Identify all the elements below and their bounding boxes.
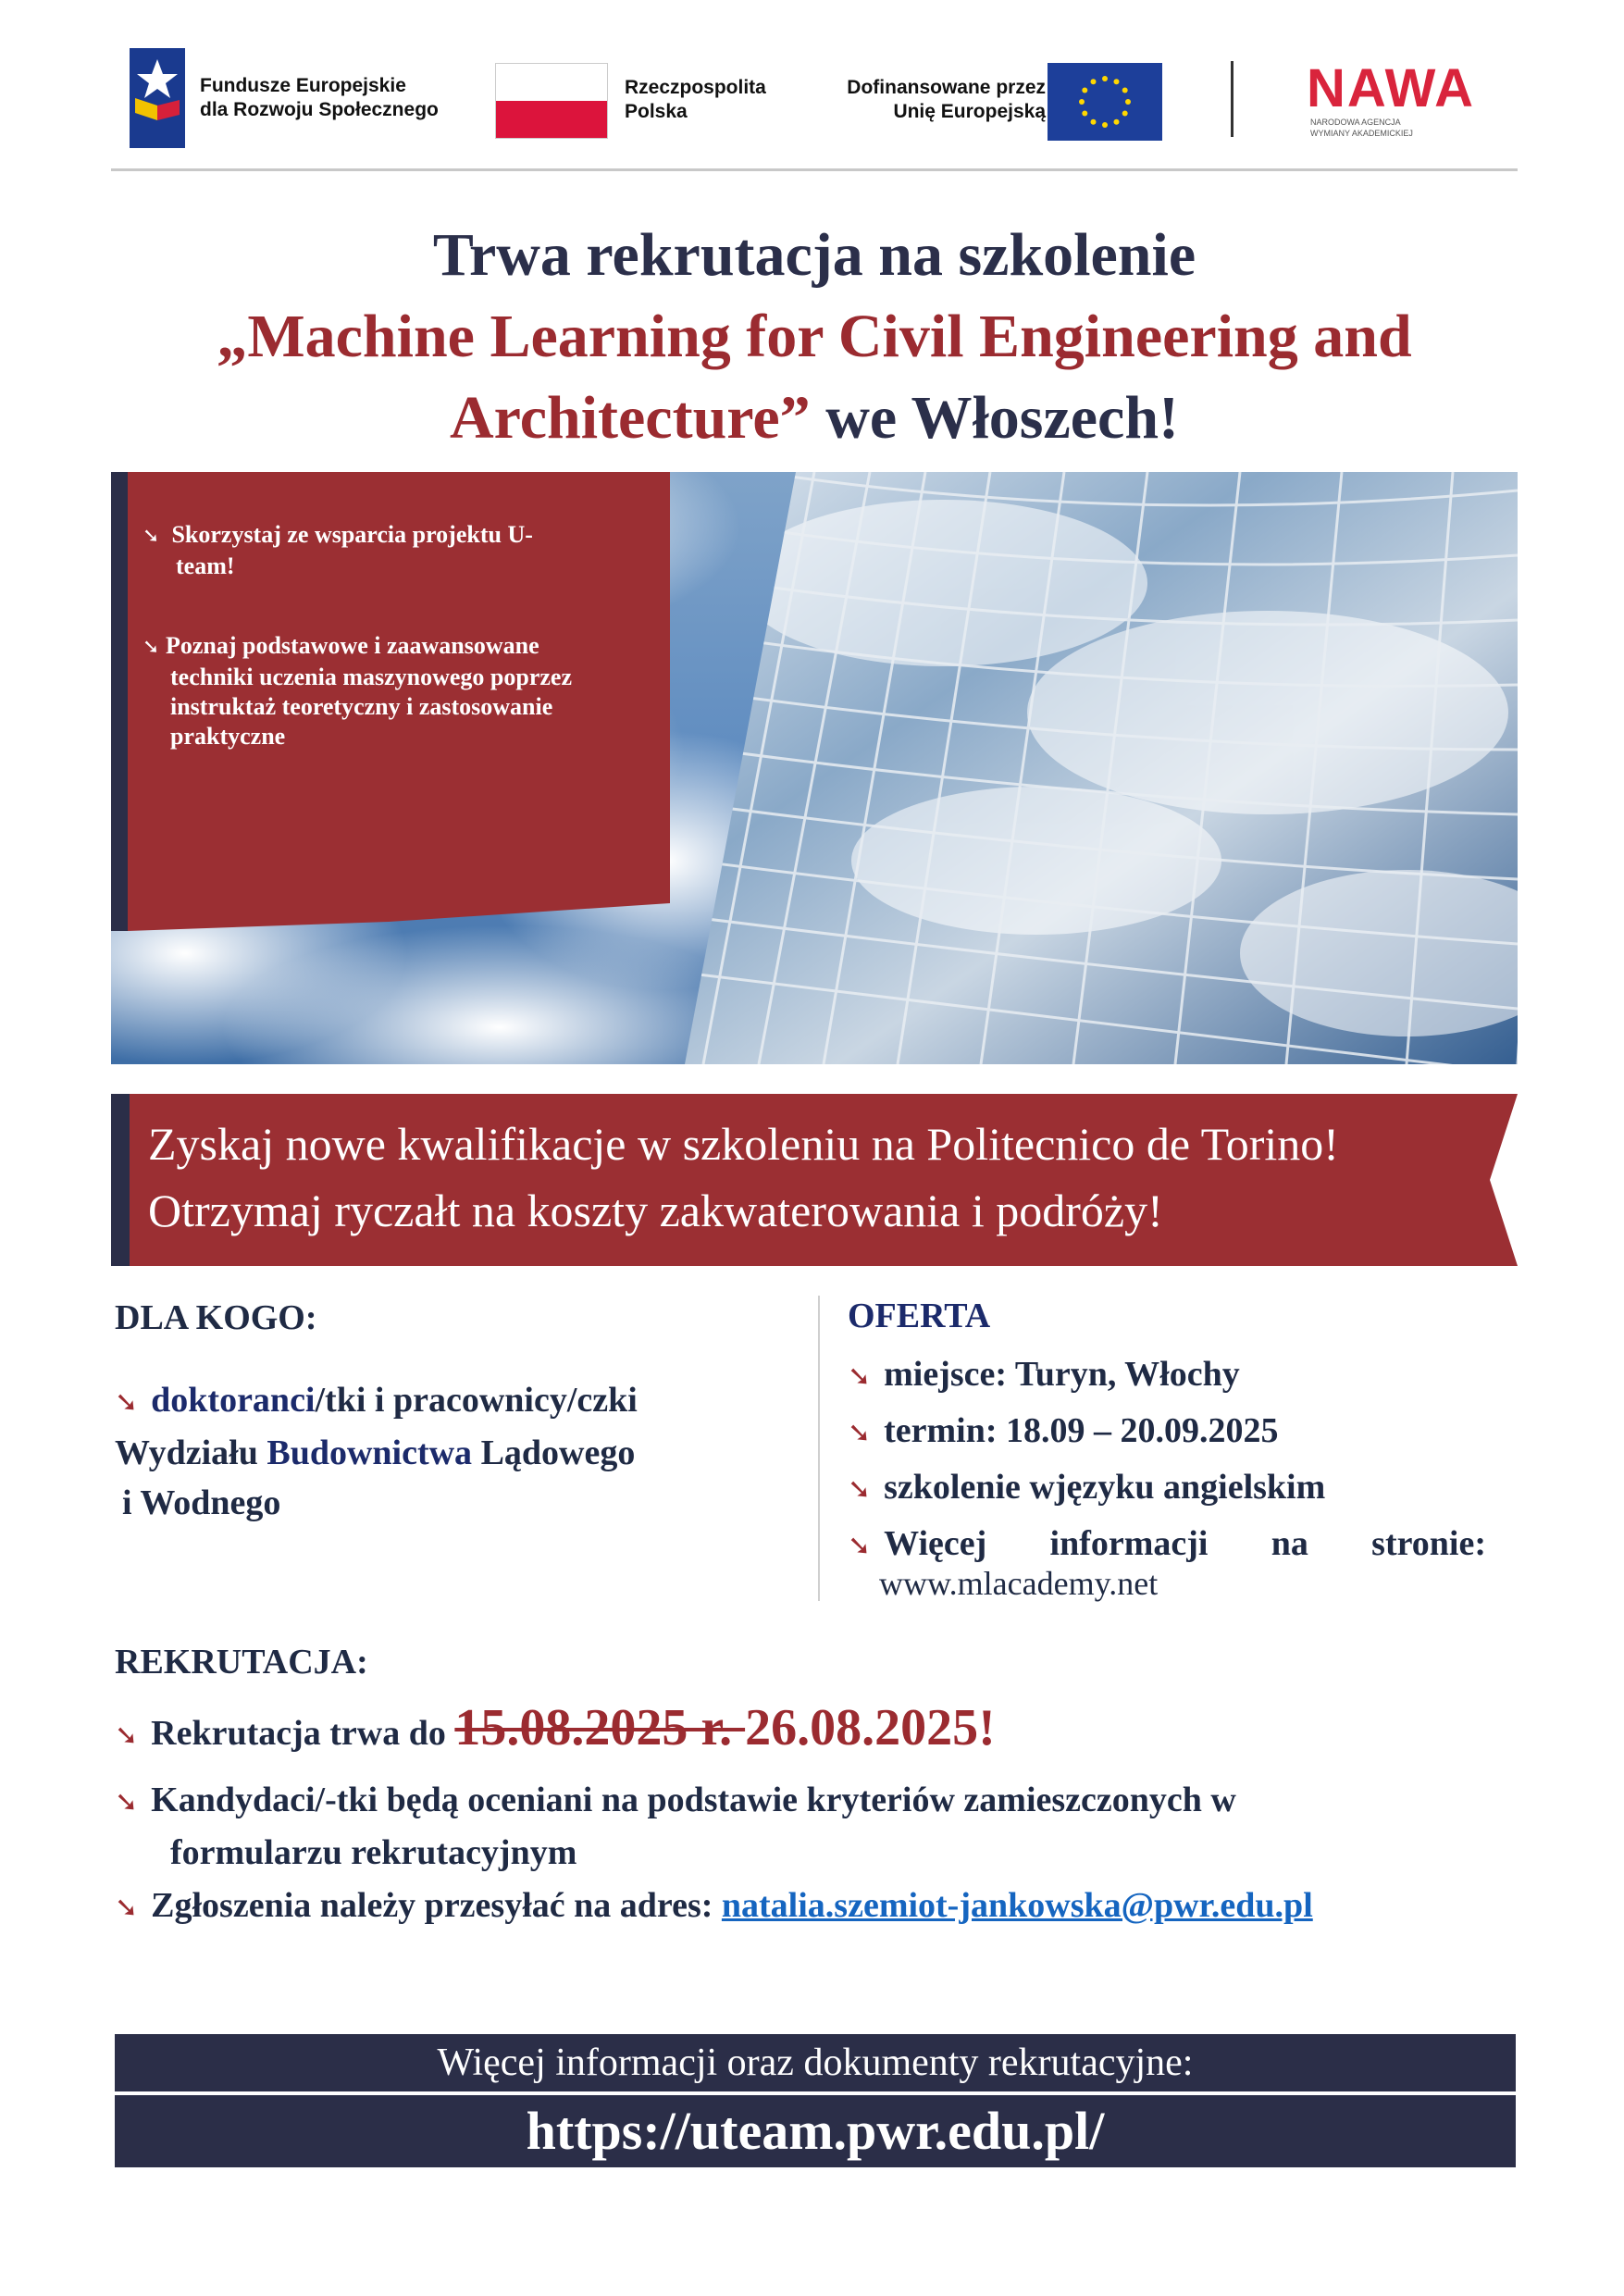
title-line-3-red: Architecture” xyxy=(449,384,811,452)
banner-bullet-1 xyxy=(143,520,624,581)
oferta-item-4-b: informacji xyxy=(1049,1524,1209,1563)
rekrutacja-item-1 xyxy=(115,1699,996,1761)
eu-text-2: Unię Europejską xyxy=(893,101,1046,122)
dla-kogo-heading: DLA KOGO: xyxy=(115,1298,317,1337)
arrow-icon: ➘ xyxy=(115,1786,139,1818)
eu-text-1: Dofinansowane przez xyxy=(847,77,1046,98)
footer-bar-top xyxy=(115,2034,1516,2091)
dla-kogo-l3: i Wodnego xyxy=(122,1483,281,1522)
arrow-icon: ➘ xyxy=(115,1386,139,1419)
arrow-icon: ➘ xyxy=(115,1719,139,1752)
email-link[interactable]: natalia.szemiot-jankowska@pwr.edu.pl xyxy=(721,1886,1313,1925)
new-deadline: 26.08.2025! xyxy=(745,1699,996,1756)
banner-bullet-2-a: Poznaj podstawowe i zaawansowane xyxy=(165,632,539,659)
banner-bullet-1-a: Skorzystaj ze wsparcia projektu U- xyxy=(171,521,533,548)
fe-logo-text-2: dla Rozwoju Społecznego xyxy=(200,99,439,120)
oferta-item-4-d: stronie: xyxy=(1371,1524,1486,1563)
oferta-list xyxy=(848,1349,1495,1571)
dla-kogo-item xyxy=(115,1375,781,1528)
rp-text-2: Polska xyxy=(625,101,688,122)
footer-line-1: Więcej informacji oraz dokumenty rekrutacyjne: xyxy=(437,2042,1194,2084)
banner-bullet-2 xyxy=(143,631,642,751)
rekrutacja-item-2-b: formularzu rekrutacyjnym xyxy=(170,1833,577,1872)
rekrutacja-item-2 xyxy=(115,1775,1503,1878)
column-divider xyxy=(818,1296,820,1601)
footer-bar-bottom xyxy=(115,2095,1516,2167)
oferta-heading: OFERTA xyxy=(848,1297,991,1335)
dla-kogo-l2-a: Wydziału xyxy=(115,1433,267,1472)
title-line-1: Trwa rekrutacja na szkolenie xyxy=(432,221,1196,289)
oferta-item-3-text: szkolenie wjęzyku angielskim xyxy=(884,1468,1326,1507)
oferta-item-3 xyxy=(848,1462,1495,1515)
arrow-icon: ➘ xyxy=(115,1892,139,1924)
oferta-item-2-text: termin: 18.09 – 20.09.2025 xyxy=(884,1411,1279,1450)
title-line-3-dark: we Włoszech! xyxy=(810,384,1180,452)
dla-kogo-l2-b: Lądowego xyxy=(472,1433,636,1472)
oferta-item-1 xyxy=(848,1349,1495,1402)
polish-flag-icon xyxy=(495,63,608,139)
logo-fundusze-europejskie xyxy=(130,48,463,148)
fe-logo-text-1: Fundusze Europejskie xyxy=(200,75,406,96)
old-deadline: 15.08.2025 r. xyxy=(454,1699,746,1756)
rekrutacja-item-3-prefix: Zgłoszenia należy przesyłać na adres: xyxy=(151,1886,722,1925)
rekrutacja-item-1-prefix: Rekrutacja trwa do xyxy=(151,1714,455,1753)
title-line-3 xyxy=(56,383,1573,453)
rekrutacja-heading: REKRUTACJA: xyxy=(115,1643,368,1682)
logo-rzeczpospolita xyxy=(495,63,773,141)
arrow-icon: ➘ xyxy=(143,636,160,659)
ribbon-line-1: Zyskaj nowe kwalifikacje w szkoleniu na Politecnico de Torino! xyxy=(148,1118,1339,1170)
oferta-item-1-text: miejsce: Turyn, Włochy xyxy=(884,1355,1240,1394)
ribbon-line-2: Otrzymaj ryczałt na koszty zakwaterowania i podróży! xyxy=(148,1185,1163,1236)
fe-flag-icon xyxy=(130,48,185,148)
rekrutacja-item-3 xyxy=(115,1880,1521,1933)
uteam-link[interactable]: https://uteam.pwr.edu.pl/ xyxy=(526,2101,1105,2161)
oferta-item-4-c: na xyxy=(1271,1524,1308,1563)
rekrutacja-item-2-a: Kandydaci/-tki będą oceniani na podstawie kryteriów zamieszczonych w xyxy=(151,1781,1236,1819)
dla-kogo-l2-navy: Budownictwa xyxy=(267,1433,473,1472)
arrow-icon: ➘ xyxy=(848,1473,872,1506)
rp-text-1: Rzeczpospolita xyxy=(625,77,766,98)
banner-bullet-2-b: techniki uczenia maszynowego poprzez xyxy=(170,664,573,690)
nawa-sub-2: WYMIANY AKADEMICKIEJ xyxy=(1310,129,1413,138)
header-divider xyxy=(1231,61,1233,137)
arrow-icon: ➘ xyxy=(848,1417,872,1449)
banner-bullet-2-d: praktyczne xyxy=(170,723,286,750)
logo-eu xyxy=(814,63,1166,141)
ribbon xyxy=(111,1094,1518,1266)
arrow-icon: ➘ xyxy=(848,1360,872,1393)
header-rule xyxy=(111,168,1518,171)
oferta-item-2 xyxy=(848,1406,1495,1458)
banner-bullet-1-b: team! xyxy=(176,552,235,579)
dla-kogo-l1-rest: /tki i pracownicy/czki xyxy=(315,1381,638,1420)
eu-flag-icon xyxy=(1048,63,1162,141)
dla-kogo-l1-navy: doktoranci xyxy=(151,1381,316,1420)
title-line-2: „Machine Learning for Civil Engineering and xyxy=(217,303,1412,370)
nawa-logo-text: NAWA xyxy=(1307,58,1475,118)
mlacademy-link[interactable]: www.mlacademy.net xyxy=(879,1565,1159,1602)
logo-nawa xyxy=(1307,57,1510,146)
arrow-icon: ➘ xyxy=(848,1530,872,1562)
nawa-sub-1: NARODOWA AGENCJA xyxy=(1310,118,1401,127)
arrow-icon: ➘ xyxy=(143,525,160,548)
banner-bullet-2-c: instruktaż teoretyczny i zastosowanie xyxy=(170,693,553,720)
hero-image xyxy=(111,472,1518,1064)
oferta-item-4-a: Więcej xyxy=(884,1524,987,1563)
